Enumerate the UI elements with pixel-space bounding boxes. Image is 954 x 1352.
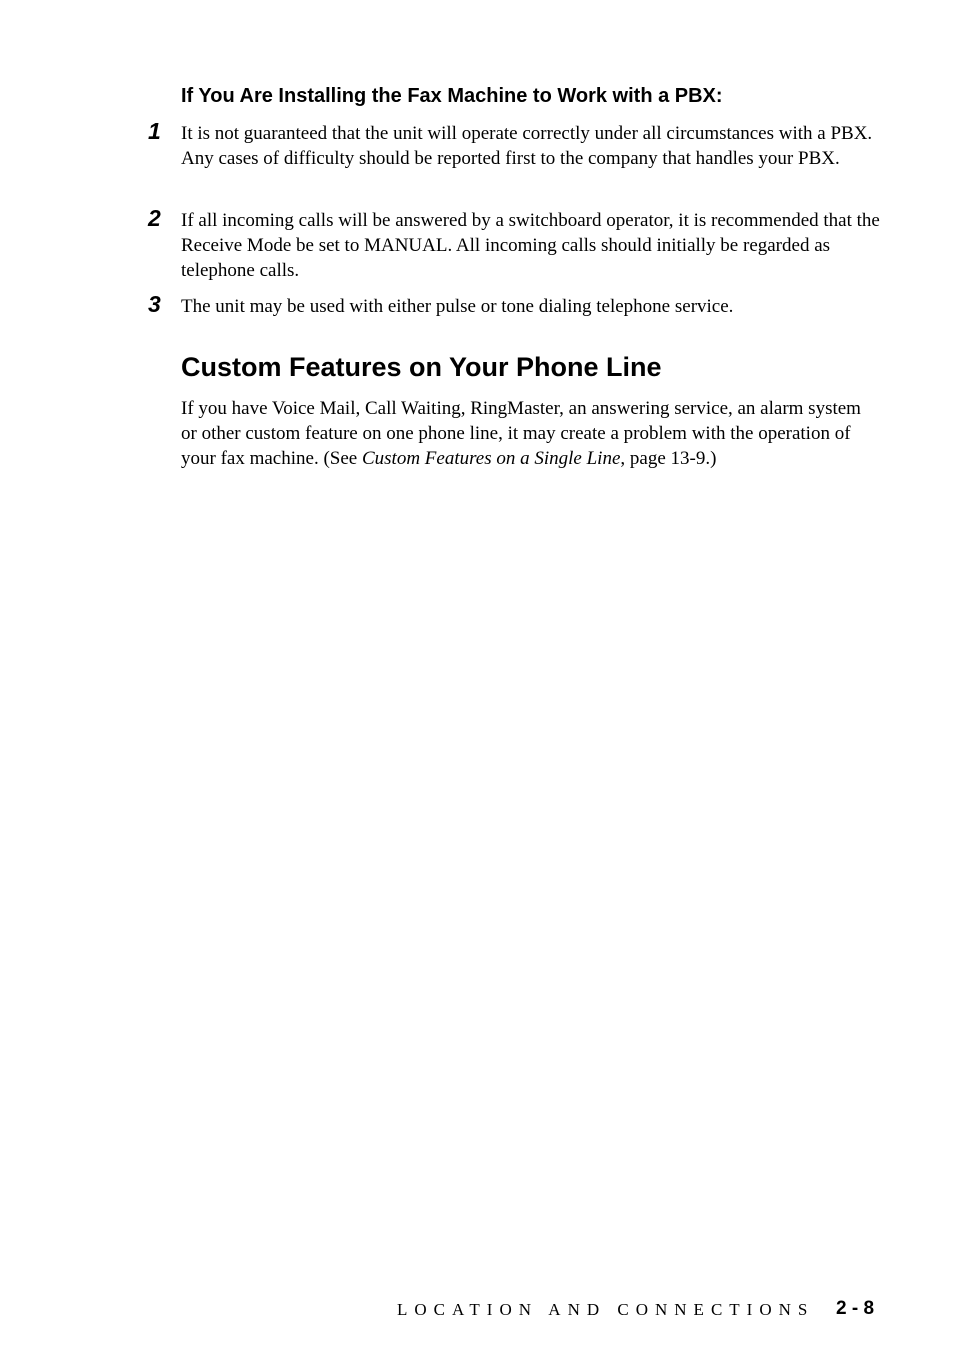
step-number: 1 <box>148 118 161 144</box>
step-text: If all incoming calls will be answered by a switchboard operator, it is recommended that the Receive Mode be set to MANUAL. All incoming calls should initially be regarded as telephone calls. <box>181 210 880 281</box>
step-number: 2 <box>148 205 161 231</box>
cross-reference-title: Custom Features on a Single Line <box>361 448 621 469</box>
footer-chapter-label: LOCATION AND CONNECTIONS <box>397 1300 815 1319</box>
paragraph-text-end: , page 13-9.) <box>620 448 717 469</box>
pbx-subheading: If You Are Installing the Fax Machine to Work with a PBX: <box>181 85 723 107</box>
custom-features-heading: Custom Features on Your Phone Line <box>181 352 662 382</box>
step-text: The unit may be used with either pulse or tone dialing telephone service. <box>181 296 734 317</box>
step-text: It is not guaranteed that the unit will operate correctly under all circumstances with a PBX. Any cases of difficulty should be reported first to the company that handles your PBX. <box>181 123 873 169</box>
paragraph-text: If you have Voice Mail, Call Waiting, RingMaster, an answering service, an alarm system or other custom feature on one phone line, it may create a problem with the operation of your fax machine. (See <box>181 398 861 469</box>
footer-page-number: 2 - 8 <box>836 1298 875 1319</box>
step-number: 3 <box>148 291 161 317</box>
custom-features-paragraph <box>181 396 881 471</box>
